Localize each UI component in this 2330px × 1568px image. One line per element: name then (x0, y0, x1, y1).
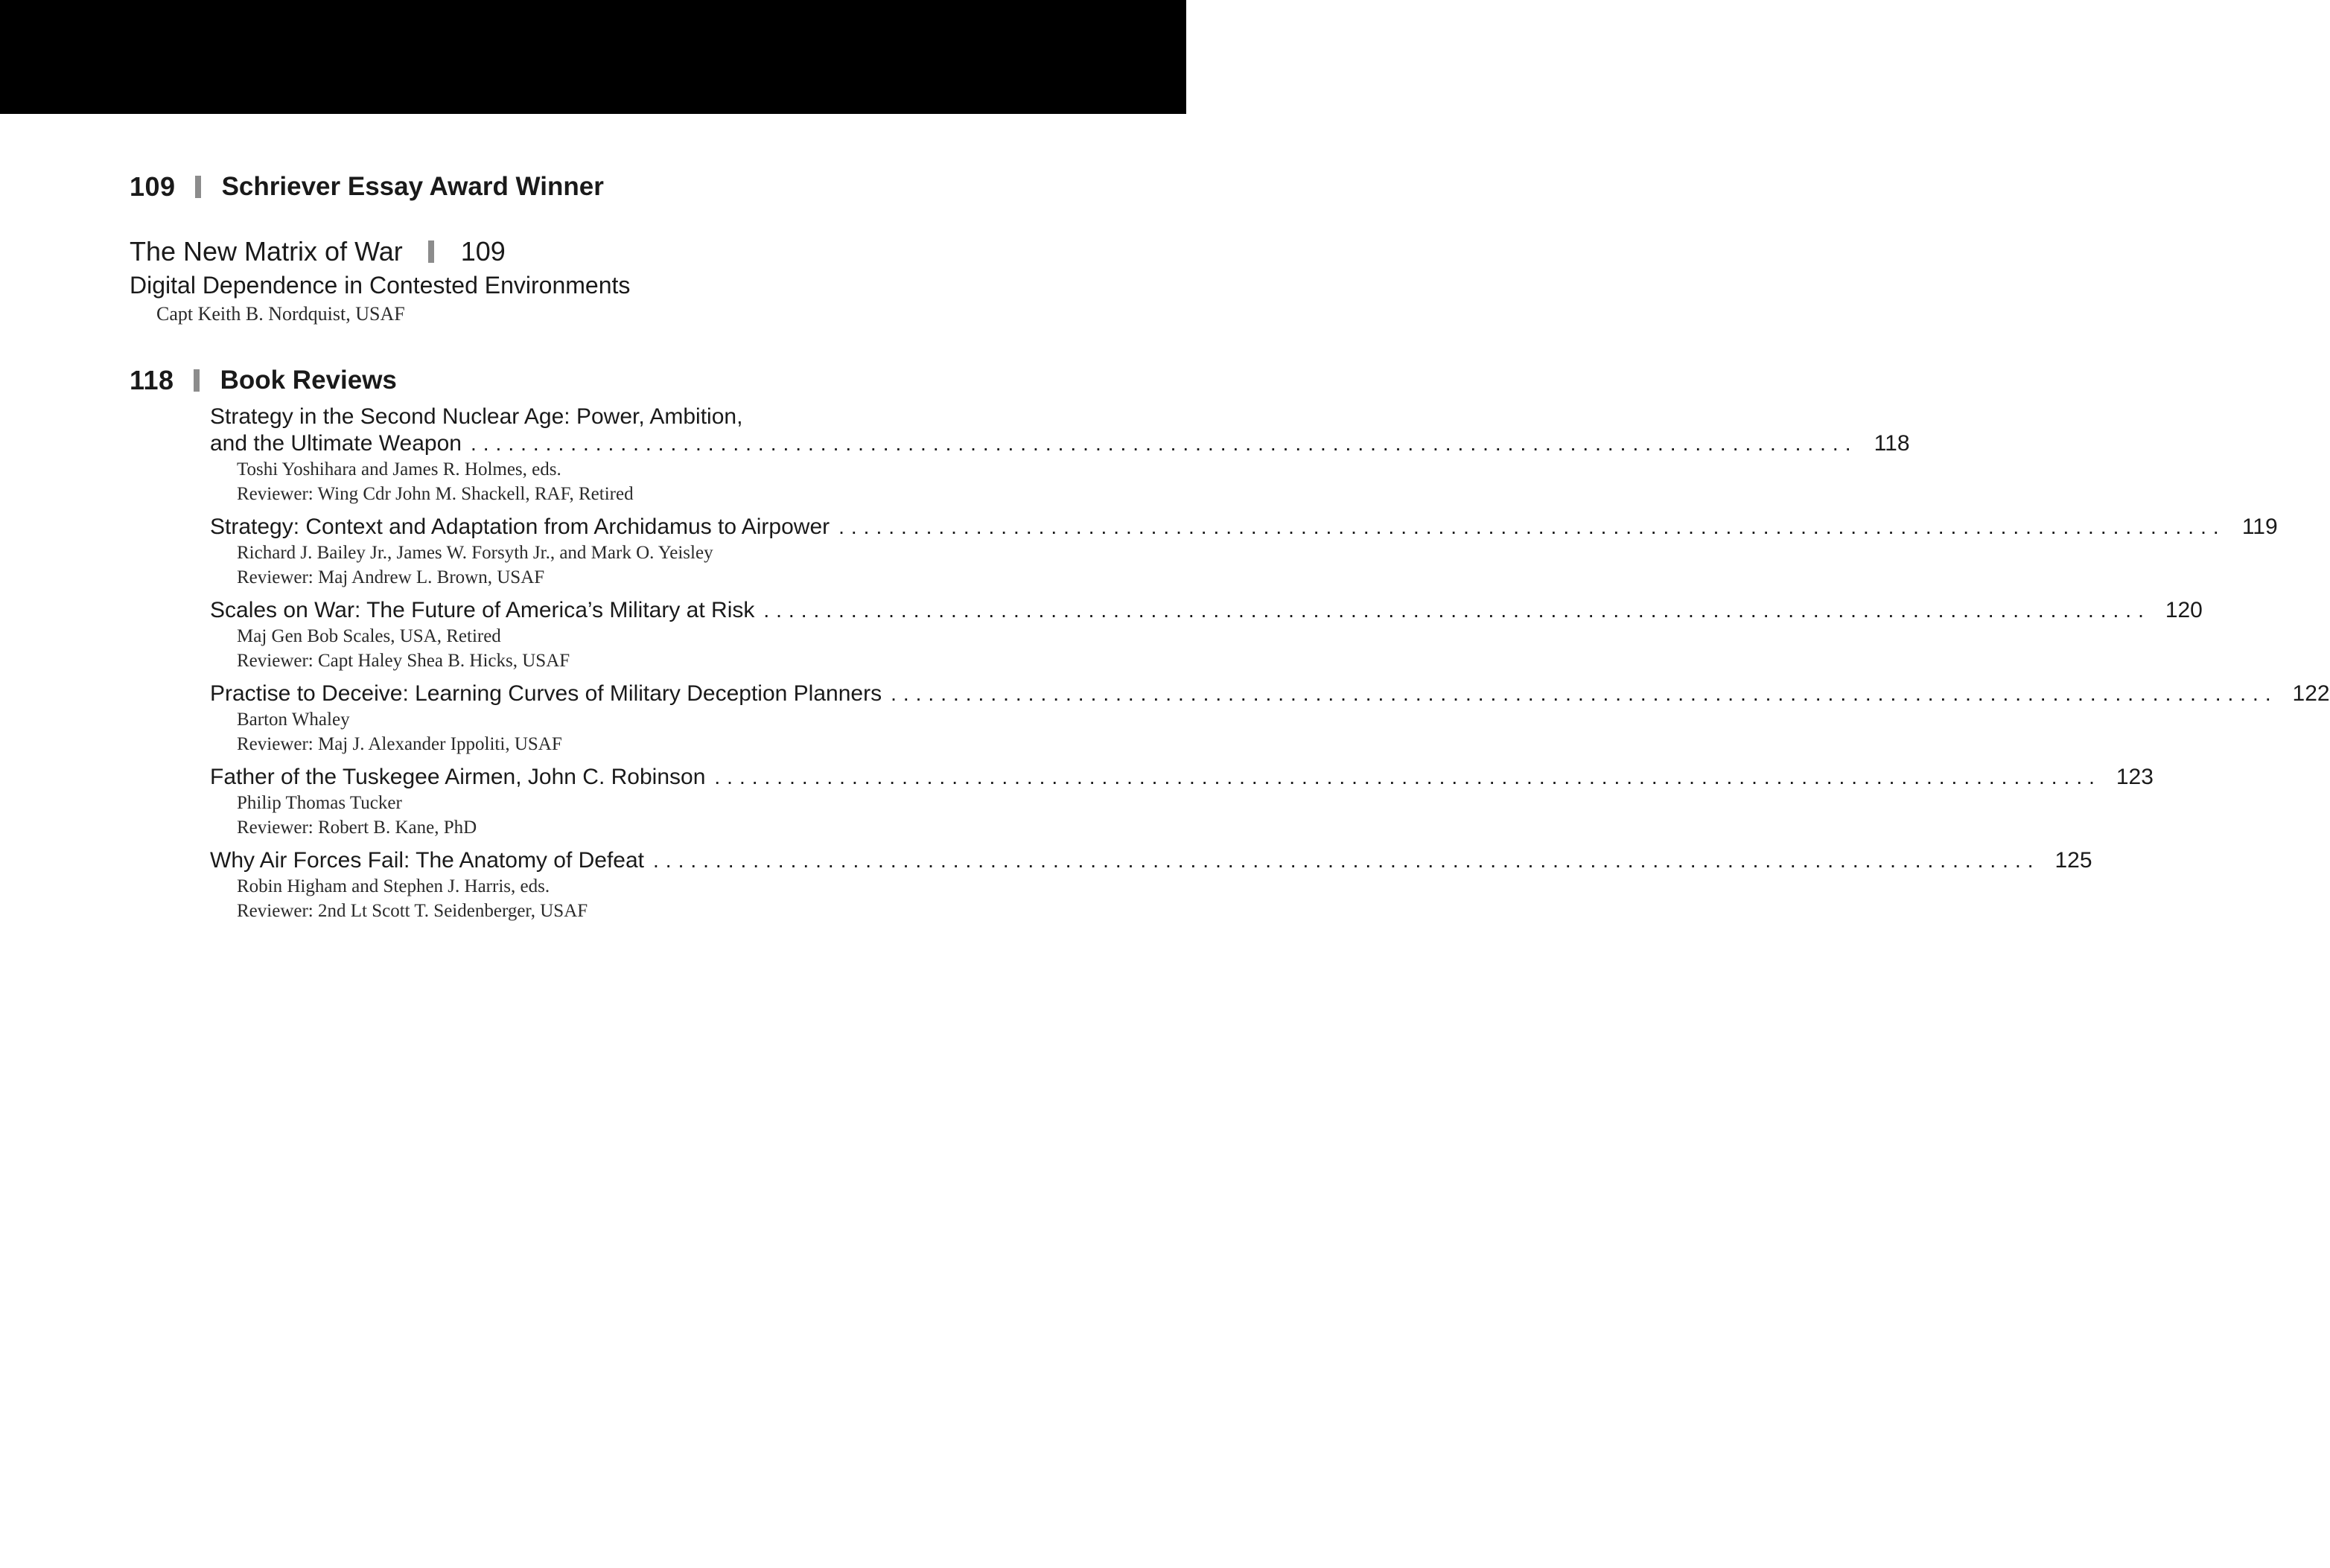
feature-author: Capt Keith B. Nordquist, USAF (156, 303, 405, 325)
review-entry (210, 764, 2154, 840)
section-title: Book Reviews (220, 366, 397, 395)
review-reviewer: Reviewer: Wing Cdr John M. Shackell, RAF, Retired (237, 484, 634, 504)
review-authors: Philip Thomas Tucker (237, 793, 402, 813)
review-entry (210, 404, 1910, 506)
review-page-number[interactable]: 122 (2292, 681, 2330, 706)
review-entry (210, 597, 2203, 673)
feature-page-number[interactable]: 109 (460, 236, 506, 267)
dot-leader: ............................................................................................................... (653, 849, 2040, 872)
review-title[interactable]: and the Ultimate Weapon (210, 431, 462, 456)
dot-leader: ............................................................................................................... (838, 515, 2226, 538)
review-page-number[interactable]: 120 (2165, 598, 2203, 622)
review-authors: Barton Whaley (237, 710, 350, 730)
feature-article (130, 234, 1060, 328)
review-title[interactable]: Father of the Tuskegee Airmen, John C. Robinson (210, 765, 706, 789)
review-title-row[interactable] (210, 597, 2203, 624)
section-divider-bar (195, 176, 201, 198)
feature-title-row (130, 234, 1060, 270)
review-title[interactable]: Practise to Deceive: Learning Curves of Military Deception Planners (210, 681, 882, 706)
feature-title[interactable]: The New Matrix of War (130, 236, 403, 267)
section-title: Schriever Essay Award Winner (221, 172, 604, 201)
review-reviewer: Reviewer: Robert B. Kane, PhD (237, 818, 477, 838)
section-heading-essay (130, 168, 604, 205)
feature-divider-bar (428, 240, 434, 263)
dot-leader: ............................................................................................................... (470, 432, 1858, 455)
review-title-row[interactable] (210, 514, 2278, 541)
feature-subtitle: Digital Dependence in Contested Environments (130, 272, 631, 299)
review-authors: Richard J. Bailey Jr., James W. Forsyth Jr., and Mark O. Yeisley (237, 543, 713, 563)
section-divider-bar (194, 369, 200, 392)
review-title[interactable]: Strategy: Context and Adaptation from Archidamus to Airpower (210, 514, 830, 539)
review-page-number[interactable]: 125 (2054, 848, 2092, 873)
review-entry (210, 847, 2092, 923)
review-page-number[interactable]: 118 (1874, 431, 1910, 456)
review-title-line1[interactable]: Strategy in the Second Nuclear Age: Power, Ambition, (210, 404, 743, 429)
review-page-number[interactable]: 119 (2241, 514, 2278, 539)
dot-leader: ............................................................................................................... (891, 682, 2278, 705)
review-authors: Maj Gen Bob Scales, USA, Retired (237, 626, 501, 646)
review-title-row[interactable] (210, 681, 2330, 707)
review-reviewer: Reviewer: Maj J. Alexander Ippoliti, USAF (237, 734, 562, 754)
header-black-band (0, 0, 1186, 114)
review-reviewer: Reviewer: Maj Andrew L. Brown, USAF (237, 567, 545, 587)
section-number: 109 (130, 171, 176, 202)
review-authors: Toshi Yoshihara and James R. Holmes, eds. (237, 459, 561, 479)
review-reviewer: Reviewer: Capt Haley Shea B. Hicks, USAF (237, 651, 570, 671)
book-review-list (210, 404, 2330, 931)
review-title-row[interactable] (210, 430, 1910, 457)
review-page-number[interactable]: 123 (2116, 765, 2154, 789)
section-number: 118 (130, 365, 174, 395)
review-entry (210, 681, 2330, 756)
section-heading-reviews (130, 362, 397, 399)
review-title[interactable]: Scales on War: The Future of America’s Military at Risk (210, 598, 755, 622)
review-entry (210, 514, 2278, 590)
review-reviewer: Reviewer: 2nd Lt Scott T. Seidenberger, USAF (237, 901, 588, 921)
review-title-row[interactable] (210, 847, 2092, 874)
review-title-row[interactable] (210, 764, 2154, 791)
dot-leader: ............................................................................................................... (763, 599, 2151, 622)
review-authors: Robin Higham and Stephen J. Harris, eds. (237, 876, 550, 896)
dot-leader: ............................................................................................................... (714, 765, 2101, 788)
review-title[interactable]: Why Air Forces Fail: The Anatomy of Defeat (210, 848, 645, 873)
